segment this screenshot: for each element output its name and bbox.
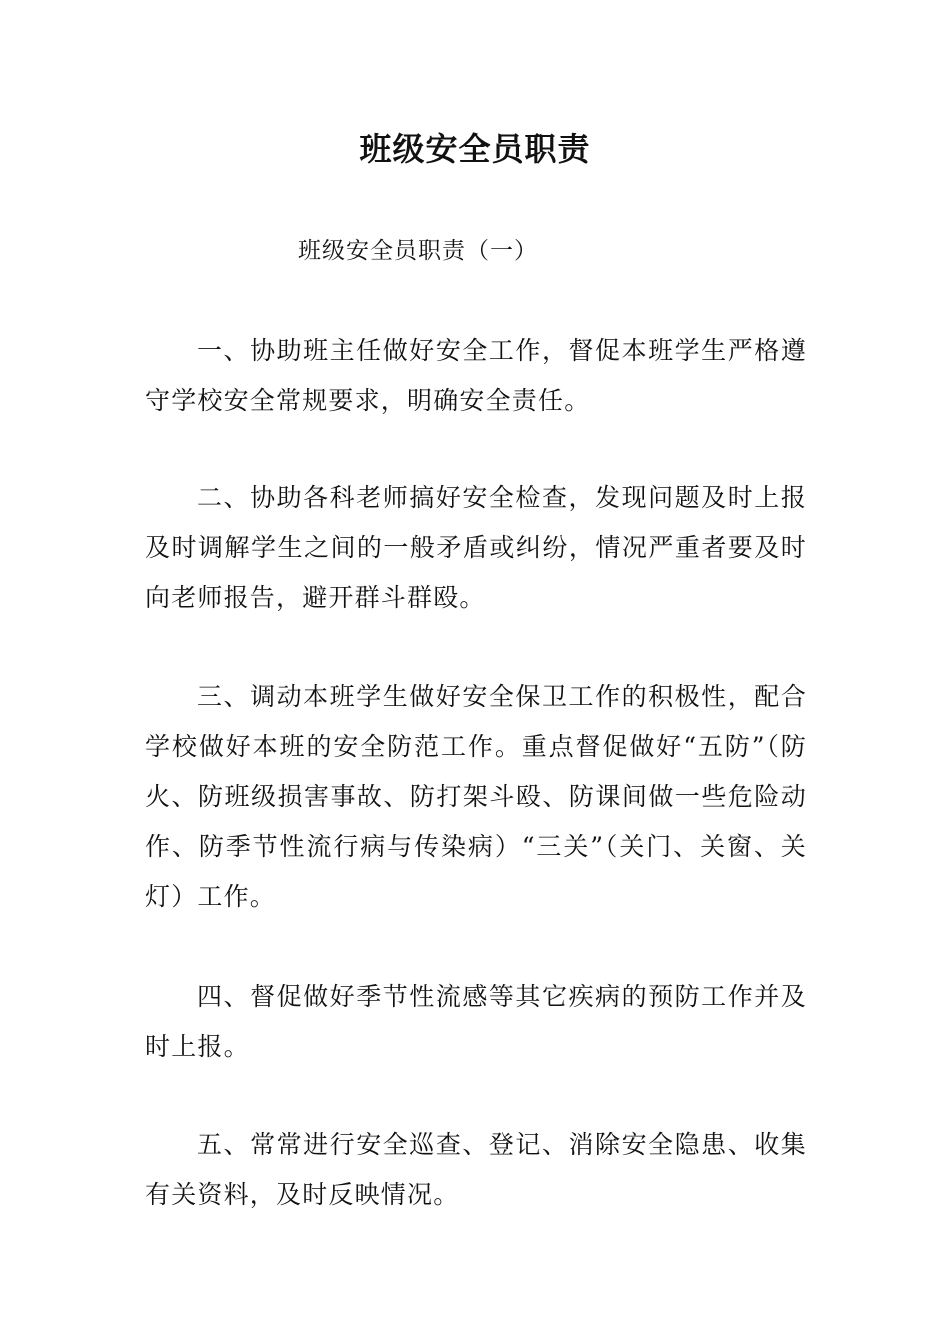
document-title: 班级安全员职责	[359, 130, 591, 168]
document-subtitle: 班级安全员职责（一）	[298, 238, 538, 264]
paragraph-5: 五、常常进行安全巡查、登记、消除安全隐患、收集有关资料，及时反映情况。	[145, 1130, 807, 1209]
paragraph-3: 三、调动本班学生做好安全保卫工作的积极性，配合学校做好本班的安全防范工作。重点督促做好“五防”（防火、防班级损害事故、防打架斗殴、防课间做一些危险动作、防季节性流行病与传染病）“三关”（关门、关窗、关灯）工作。	[145, 682, 807, 911]
paragraph-2: 二、协助各科老师搞好安全检查，发现问题及时上报及时调解学生之间的一般矛盾或纠纷，情况严重者要及时向老师报告，避开群斗群殴。	[145, 483, 807, 612]
paragraph-4: 四、督促做好季节性流感等其它疾病的预防工作并及时上报。	[145, 982, 807, 1061]
paragraph-1: 一、协助班主任做好安全工作，督促本班学生严格遵守学校安全常规要求，明确安全责任。	[145, 336, 807, 415]
